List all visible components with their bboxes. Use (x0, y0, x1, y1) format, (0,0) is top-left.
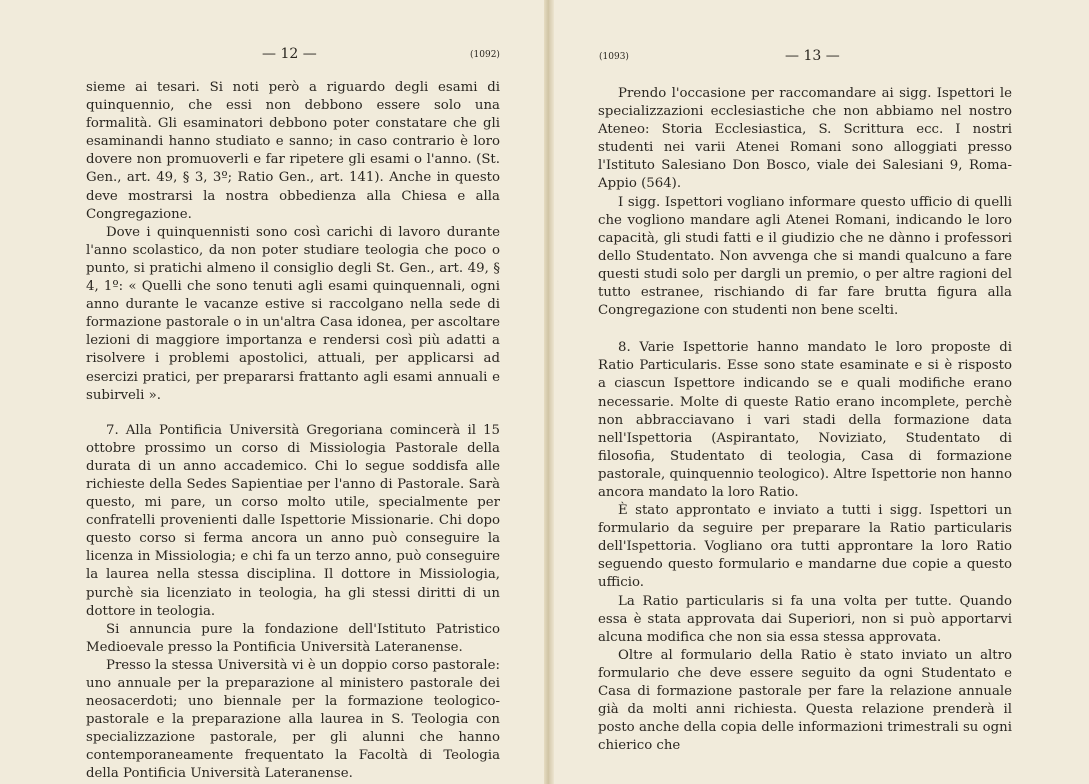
paragraph: Si annuncia pure la fondazione dell'Istituto Patristico Medioevale presso la Pontificia Università Lateranense. (86, 621, 500, 655)
paragraph: Prendo l'occasione per raccomandare ai sigg. Ispettori le specializzazioni ecclesiastiche che non abbiamo nel nostro Ateneo: Storia Ecclesiastica, S. Scrittura ecc. I nostri studenti nei varii Atenei Romani sono alloggiati presso l'Istituto Salesiano Don Bosco, viale dei Salesiani 9, Roma-Appio (564). (598, 86, 1012, 192)
left-page-body (86, 79, 500, 784)
paragraph: I sigg. Ispettori vogliano informare questo ufficio di quelli che vogliono mandare agli Atenei Romani, indicando le loro capacità, gli studi fatti e il giudizio che ne dànno i professori dello Studentato. Non avvenga che si mandi qualcuno a fare questi studi solo per dargli un premio, o per altre ragioni del tutto estranee, rischiando di far fare brutta figura alla Congregazione con studenti non bene scelti. (598, 194, 1012, 319)
paragraph: 8. Varie Ispettorie hanno mandato le loro proposte di Ratio Particularis. Esse sono state esaminate e si è risposto a ciascun Ispettore indicando se e quali modifiche erano necessarie. Molte di queste Ratio erano incomplete, perchè non abbracciavano i vari stadi della formazione data nell'Ispettoria (Aspirantato, Noviziato, Studentato di filosofia, Studentato di teologia, Casa di formazione pastorale, quinquennio teologico). Altre Ispettorie non hanno ancora mandato la loro Ratio. (598, 340, 1012, 500)
signature-mark: (1093) (599, 52, 629, 62)
signature-mark: (1092) (470, 50, 500, 60)
page-number: — 12 — (262, 46, 317, 62)
paragraph: sieme ai tesari. Si noti però a riguardo degli esami di quinquennio, che essi non debbono essere solo una formalità. Gli esaminatori debbono poter constatare che gli esaminandi hanno studiato e sanno; in caso contrario è loro dovere non promuoverli e far ripetere gli esami o l'anno. (St. Gen., art. 49, § 3, 3º; Ratio Gen., art. 141). Anche in questo deve mostrarsi la nostra obbedienza alla Chiesa e alla Congregazione. (86, 80, 500, 222)
paragraph: Dove i quinquennisti sono così carichi di lavoro durante l'anno scolastico, da non poter studiare teologia che poco o punto, si pratichi almeno il consiglio degli St. Gen., art. 49, § 4, 1º: « Quelli che sono tenuti agli esami quinquennali, ogni anno durante le vacanze estive si raccolgano nella sede di formazione pastorale o in un'altra Casa idonea, per ascoltare lezioni di maggiore importanza e rendersi così più adatti a risolvere i problemi apostolici, attuali, per applicarsi ad esercizi pratici, per prepararsi frattanto agli esami annuali e subirveli ». (86, 224, 500, 403)
paragraph: 7. Alla Pontificia Università Gregoriana comincerà il 15 ottobre prossimo un corso di Missiologia Pastorale della durata di un anno accademico. Chi lo segue soddisfa alle richieste della Sedes Sapientiae per l'anno di Pastorale. Sarà questo, mi pare, un corso molto utile, specialmente per confratelli provenienti dalle Ispettorie Missionarie. Chi dopo questo corso si ferma ancora un anno può conseguire la licenza in Missiologia; e chi fa un terzo anno, può conseguire la laurea nella stessa disciplina. Il dottore in Missiologia, purchè sia licenziato in teologia, ha gli stessi diritti di un dottore in teologia. (86, 422, 500, 619)
right-page-body (598, 85, 1012, 755)
page-number: — 13 — (785, 48, 840, 64)
paragraph: La Ratio particularis si fa una volta per tutte. Quando essa è stata approvata dai Superiori, non si può apportarvi alcuna modifica che non sia essa stessa approvata. (598, 593, 1012, 645)
book-gutter (544, 0, 554, 784)
paragraph: È stato approntato e inviato a tutti i sigg. Ispettori un formulario da seguire per preparare la Ratio particularis dell'Ispettoria. Vogliano ora tutti approntare la loro Ratio seguendo questo formulario e mandarne due copie a questo ufficio. (598, 503, 1012, 591)
paragraph: Presso la stessa Università vi è un doppio corso pastorale: uno annuale per la preparazione al ministero pastorale dei neosacerdoti; uno biennale per la formazione teologico-pastorale e la preparazione alla laurea in S. Teologia con specializzazione pastorale, per gli alunni che hanno contemporaneamente frequentato la Facoltà di Teologia della Pontificia Università Lateranense. (86, 657, 500, 782)
paragraph: Oltre al formulario della Ratio è stato inviato un altro formulario che deve essere seguito da ogni Studentato e Casa di formazione pastorale per fare la relazione annuale già da molti anni richiesta. Questa relazione prenderà il posto anche della copia delle informazioni trimestrali su ogni chierico che (598, 647, 1012, 754)
